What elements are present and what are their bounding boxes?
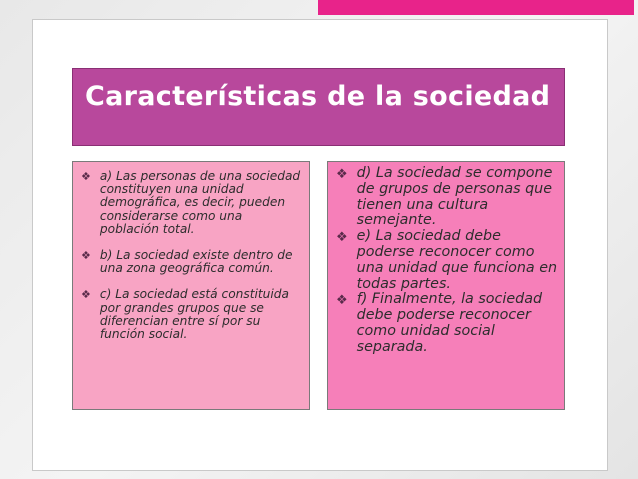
square-bullet-icon: ❖ (81, 249, 91, 263)
square-bullet-icon: ❖ (81, 170, 91, 183)
square-bullet-icon: ❖ (336, 167, 348, 182)
list-item (81, 288, 303, 341)
square-bullet-icon: ❖ (336, 293, 348, 309)
list-item (81, 170, 303, 236)
list-item (336, 292, 560, 355)
left-content-box (72, 161, 310, 410)
top-accent-bar (318, 0, 634, 15)
square-bullet-icon: ❖ (336, 230, 348, 246)
list-item-text: f) Finalmente, la sociedad debe poderse reconocer como unidad social separada. (356, 291, 543, 355)
right-content-box (327, 161, 565, 410)
list-item-text: e) La sociedad debe poderse reconocer como una unidad que funciona en todas partes. (356, 228, 558, 292)
list-item (81, 249, 303, 275)
list-item-text: d) La sociedad se compone de grupos de personas que tienen una cultura semejante. (356, 165, 553, 229)
title-box (72, 68, 565, 146)
slide-title: Características de la sociedad (85, 81, 551, 112)
list-item (336, 166, 560, 229)
list-item-text: b) La sociedad existe dentro de una zona geográfica común. (99, 248, 293, 276)
list-item-text: a) Las personas de una sociedad constituyen una unidad demográfica, es decir, pueden considerarse como una población total. (99, 169, 301, 236)
square-bullet-icon: ❖ (81, 288, 91, 302)
list-item-text: c) La sociedad está constituida por grandes grupos que se diferencian entre sí por su función social. (99, 287, 290, 342)
list-item (336, 229, 560, 292)
